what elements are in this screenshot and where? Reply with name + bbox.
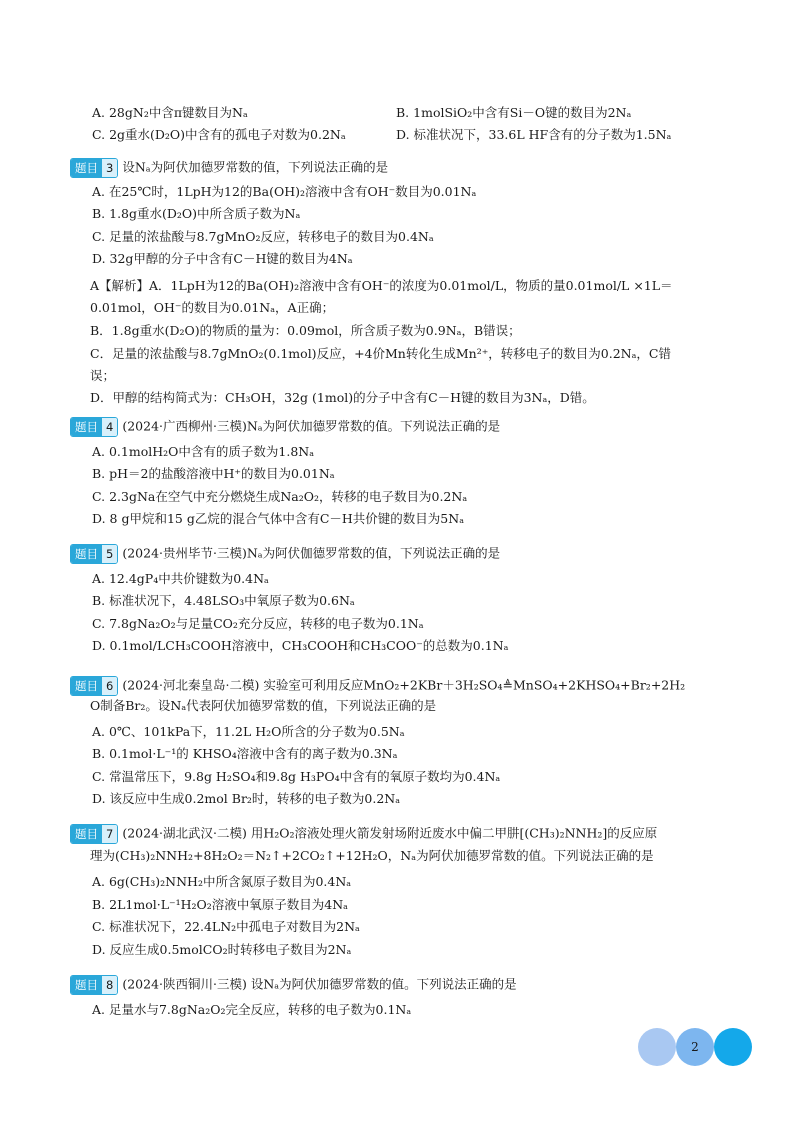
option-text: D. 该反应中生成0.2mol Br₂时，转移的电子数为0.2Nₐ <box>92 791 401 806</box>
question-stem: O制备Br₂。设Nₐ代表阿伏加德罗常数的值，下列说法正确的是 <box>90 698 437 713</box>
option-text: D. 反应生成0.5molCO₂时转移电子数目为2Nₐ <box>92 942 352 957</box>
option-text: C. 常温常压下，9.8g H₂SO₄和9.8g H₃PO₄中含有的氧原子数均为0.4Nₐ <box>92 769 501 784</box>
option-text: A. 28gN₂中含π键数目为Nₐ <box>92 105 248 120</box>
question-stem: 设Nₐ为阿伏加德罗常数的值，下列说法正确的是 <box>122 159 389 175</box>
option-text: C. 标准状况下，22.4LN₂中孤电子对数目为2Nₐ <box>92 919 360 934</box>
question-stem: (2024·河北秦皇岛·二模) 实验室可利用反应MnO₂+2KBr＋3H₂SO₄≜MnSO₄+2KHSO₄+Br₂+2H₂ <box>122 677 686 693</box>
badge-label: 题目 <box>71 677 102 695</box>
option-text: D. 标准状况下，33.6L HF含有的分子数为1.5Nₐ <box>396 127 672 142</box>
option-text: B. 标准状况下，4.48LSO₃中氧原子数为0.6Nₐ <box>92 593 355 608</box>
question-badge <box>70 975 118 995</box>
question-number: 8 <box>102 976 117 994</box>
option-text: A. 6g(CH₃)₂NNH₂中所含氮原子数目为0.4Nₐ <box>92 874 352 889</box>
option-text: C. 2.3gNa在空气中充分燃烧生成Na₂O₂，转移的电子数目为0.2Nₐ <box>92 489 468 504</box>
option-text: C. 7.8gNa₂O₂与足量CO₂充分反应，转移的电子数为0.1Nₐ <box>92 616 424 631</box>
analysis-text: D．甲醇的结构简式为：CH₃OH，32g (1mol)的分子中含有C－H键的数目为3Nₐ，D错。 <box>90 390 595 405</box>
page-number: 2 <box>676 1028 714 1066</box>
question-badge <box>70 676 118 696</box>
question-stem: (2024·湖北武汉·二模) 用H₂O₂溶液处理火箭发射场附近废水中偏二甲肼[(CH₃)₂NNH₂]的反应原 <box>122 825 658 841</box>
option-text: C. 2g重水(D₂O)中含有的孤电子对数为0.2Nₐ <box>92 127 346 142</box>
question-badge <box>70 417 118 437</box>
option-text: A. 12.4gP₄中共价键数为0.4Nₐ <box>92 571 269 586</box>
question-header <box>70 416 500 436</box>
analysis-text: 误； <box>90 368 116 383</box>
analysis-text: C．足量的浓盐酸与8.7gMnO₂(0.1mol)反应，+4价Mn转化生成Mn²⁺，转移电子的数目为0.2Nₐ，C错 <box>90 346 672 361</box>
question-number: 6 <box>102 677 117 695</box>
question-number: 7 <box>102 825 117 843</box>
page-number-indicator <box>638 1028 752 1066</box>
question-badge <box>70 544 118 564</box>
question-stem: (2024·广西柳州·三模)Nₐ为阿伏加德罗常数的值。下列说法正确的是 <box>122 418 501 434</box>
option-text: A. 在25℃时，1LpH为12的Ba(OH)₂溶液中含有OH⁻数目为0.01Nₐ <box>92 184 477 199</box>
question-header <box>70 543 500 563</box>
analysis-text: A【解析】A．1LpH为12的Ba(OH)₂溶液中含有OH⁻的浓度为0.01mol/L，物质的量0.01mol/L ×1L＝ <box>90 278 673 293</box>
analysis-text: B．1.8g重水(D₂O)的物质的量为：0.09mol，所含质子数为0.9Nₐ，B错误； <box>90 323 521 338</box>
question-header <box>70 823 657 843</box>
decorative-circle <box>638 1028 676 1066</box>
badge-label: 题目 <box>71 418 102 436</box>
option-text: D. 32g甲醇的分子中含有C－H键的数目为4Nₐ <box>92 251 353 266</box>
question-stem: (2024·贵州毕节·三模)Nₐ为阿伏伽德罗常数的值，下列说法正确的是 <box>122 545 501 561</box>
badge-label: 题目 <box>71 159 102 177</box>
option-text: D. 8 g甲烷和15 g乙烷的混合气体中含有C－H共价键的数目为5Nₐ <box>92 511 465 526</box>
option-text: A. 足量水与7.8gNa₂O₂完全反应，转移的电子数为0.1Nₐ <box>92 1002 412 1017</box>
analysis-text: 0.01mol，OH⁻的数目为0.01Nₐ，A正确； <box>90 300 335 315</box>
option-text: A. 0℃、101kPa下，11.2L H₂O所含的分子数为0.5Nₐ <box>92 724 405 739</box>
decorative-circle <box>714 1028 752 1066</box>
badge-label: 题目 <box>71 545 102 563</box>
option-text: C. 足量的浓盐酸与8.7gMnO₂反应，转移电子的数目为0.4Nₐ <box>92 229 434 244</box>
option-text: B. 1molSiO₂中含有Si－O键的数目为2Nₐ <box>396 105 632 120</box>
question-header <box>70 157 388 177</box>
badge-label: 题目 <box>71 825 102 843</box>
question-header <box>70 675 685 695</box>
question-number: 4 <box>102 418 117 436</box>
option-text: A. 0.1molH₂O中含有的质子数为1.8Nₐ <box>92 444 315 459</box>
question-badge <box>70 158 118 178</box>
option-text: B. 2L1mol·L⁻¹H₂O₂溶液中氧原子数目为4Nₐ <box>92 897 348 912</box>
option-text: D. 0.1mol/LCH₃COOH溶液中，CH₃COOH和CH₃COO⁻的总数为0.1Nₐ <box>92 638 509 653</box>
option-text: B. 1.8g重水(D₂O)中所含质子数为Nₐ <box>92 206 301 221</box>
question-stem: 理为(CH₃)₂NNH₂+8H₂O₂＝N₂↑+2CO₂↑+12H₂O，Nₐ为阿伏加德罗常数的值。下列说法正确的是 <box>90 848 654 863</box>
badge-label: 题目 <box>71 976 102 994</box>
question-header <box>70 974 517 994</box>
option-text: B. pH＝2的盐酸溶液中H⁺的数目为0.01Nₐ <box>92 466 335 481</box>
option-text: B. 0.1mol·L⁻¹的 KHSO₄溶液中含有的离子数为0.3Nₐ <box>92 746 398 761</box>
question-number: 5 <box>102 545 117 563</box>
question-number: 3 <box>102 159 117 177</box>
question-stem: (2024·陕西铜川·三模) 设Nₐ为阿伏加德罗常数的值。下列说法正确的是 <box>122 976 517 992</box>
question-badge <box>70 824 118 844</box>
